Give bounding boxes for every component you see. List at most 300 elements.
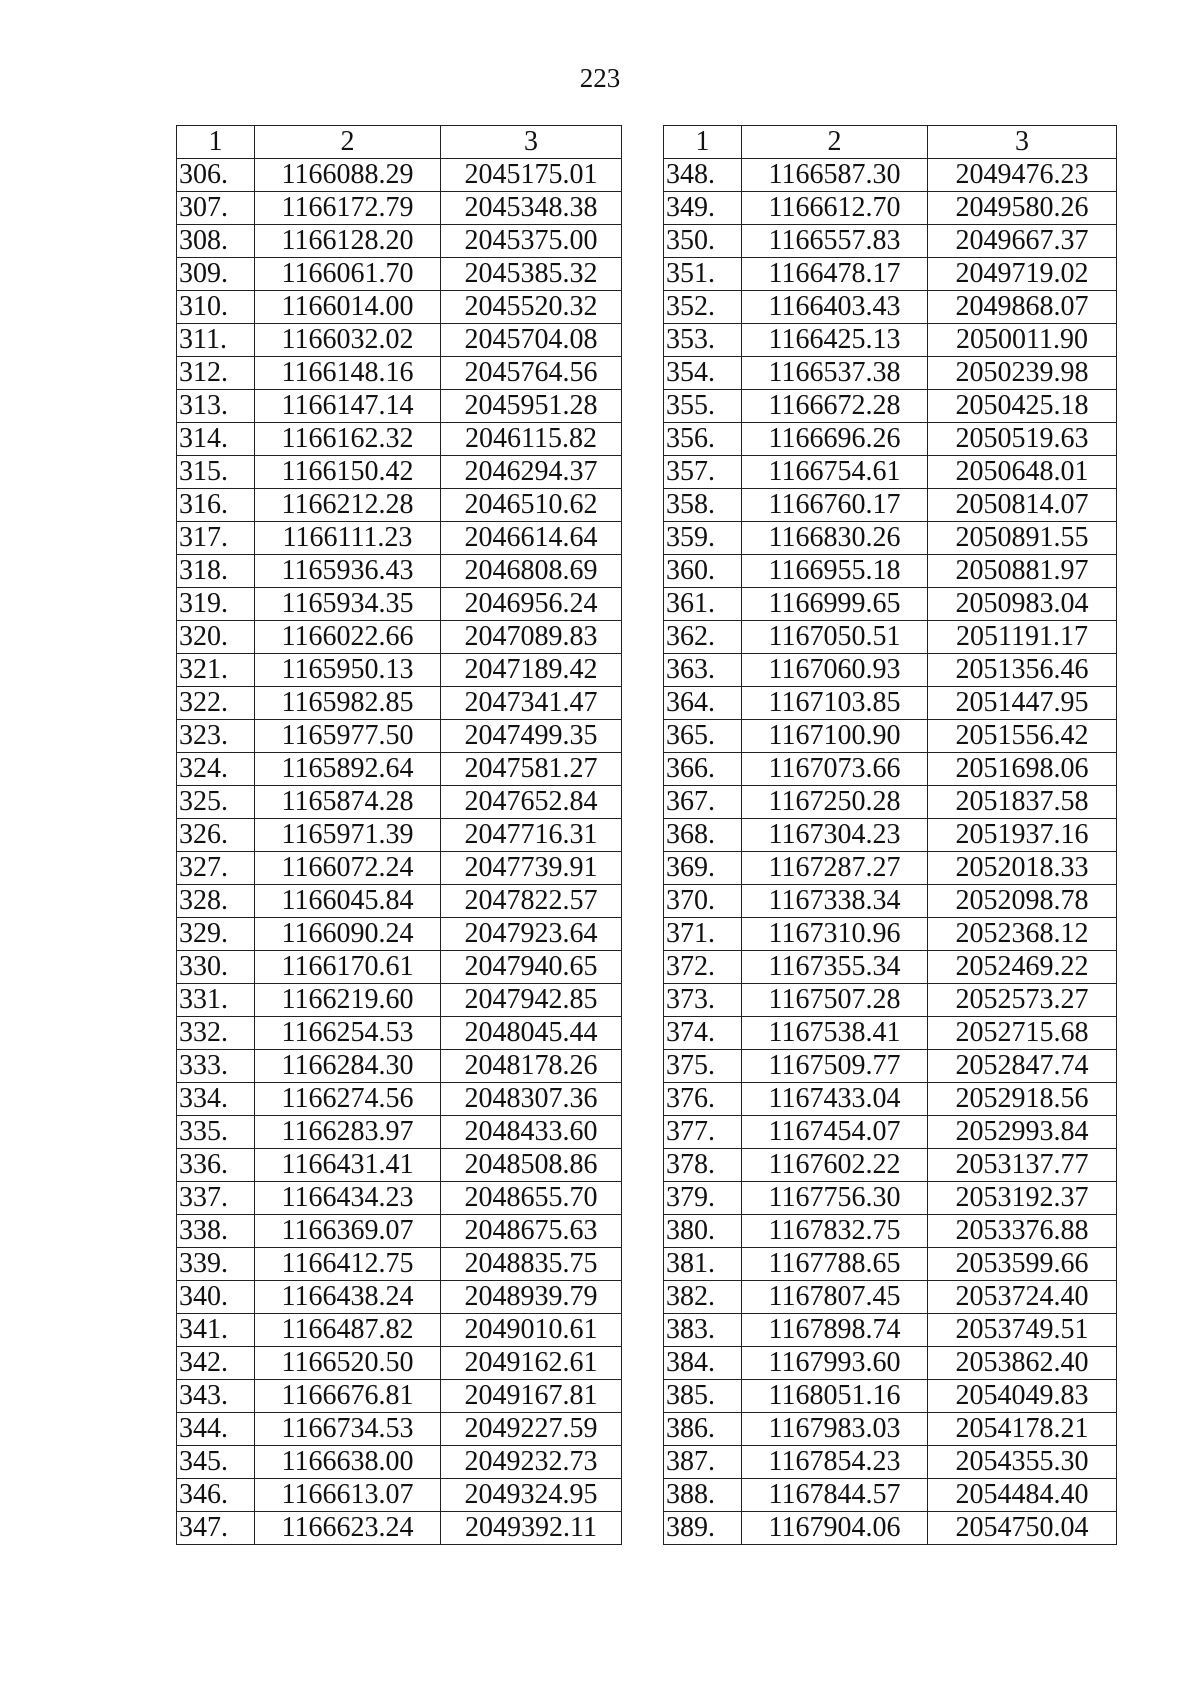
- coordinate-y: 2051191.17: [928, 621, 1117, 654]
- coordinate-x: 1166754.61: [742, 456, 928, 489]
- point-number: 369.: [664, 852, 742, 885]
- coordinate-y: 2046115.82: [441, 423, 622, 456]
- coordinate-x: 1168051.16: [742, 1380, 928, 1413]
- table-row: [177, 753, 622, 786]
- point-number: 335.: [177, 1116, 255, 1149]
- coordinate-x: 1166032.02: [255, 324, 441, 357]
- coordinate-x: 1165977.50: [255, 720, 441, 753]
- point-number: 365.: [664, 720, 742, 753]
- coordinate-x: 1167756.30: [742, 1182, 928, 1215]
- coordinate-x: 1166412.75: [255, 1248, 441, 1281]
- coordinate-x: 1166955.18: [742, 555, 928, 588]
- coordinate-y: 2053376.88: [928, 1215, 1117, 1248]
- coordinate-x: 1167050.51: [742, 621, 928, 654]
- header-row: [664, 126, 1117, 159]
- point-number: 307.: [177, 192, 255, 225]
- table-row: [664, 423, 1117, 456]
- coordinate-y: 2046294.37: [441, 456, 622, 489]
- table-row: [664, 1380, 1117, 1413]
- point-number: 373.: [664, 984, 742, 1017]
- coordinate-x: 1167854.23: [742, 1446, 928, 1479]
- point-number: 356.: [664, 423, 742, 456]
- table-row: [664, 1347, 1117, 1380]
- coordinate-y: 2050648.01: [928, 456, 1117, 489]
- coordinate-x: 1166999.65: [742, 588, 928, 621]
- column-header-2: 2: [255, 126, 441, 159]
- point-number: 341.: [177, 1314, 255, 1347]
- coordinate-x: 1166638.00: [255, 1446, 441, 1479]
- coordinate-y: 2053749.51: [928, 1314, 1117, 1347]
- point-number: 360.: [664, 555, 742, 588]
- coordinate-y: 2054484.40: [928, 1479, 1117, 1512]
- coordinate-x: 1167100.90: [742, 720, 928, 753]
- coordinate-x: 1167355.34: [742, 951, 928, 984]
- coordinate-y: 2048675.63: [441, 1215, 622, 1248]
- table-row: [664, 819, 1117, 852]
- table-row: [664, 192, 1117, 225]
- coordinate-x: 1167832.75: [742, 1215, 928, 1248]
- coordinate-x: 1166557.83: [742, 225, 928, 258]
- coordinate-y: 2051698.06: [928, 753, 1117, 786]
- column-header-3: 3: [441, 126, 622, 159]
- coordinate-x: 1167509.77: [742, 1050, 928, 1083]
- coordinate-y: 2047716.31: [441, 819, 622, 852]
- coordinate-y: 2047923.64: [441, 918, 622, 951]
- table-row: [177, 1347, 622, 1380]
- table-row: [177, 588, 622, 621]
- point-number: 353.: [664, 324, 742, 357]
- coordinate-y: 2054355.30: [928, 1446, 1117, 1479]
- table-row: [177, 1413, 622, 1446]
- table-row: [177, 1281, 622, 1314]
- point-number: 329.: [177, 918, 255, 951]
- coordinate-y: 2052573.27: [928, 984, 1117, 1017]
- coordinate-x: 1166090.24: [255, 918, 441, 951]
- point-number: 361.: [664, 588, 742, 621]
- point-number: 310.: [177, 291, 255, 324]
- coordinate-y: 2051937.16: [928, 819, 1117, 852]
- coordinate-y: 2052993.84: [928, 1116, 1117, 1149]
- coordinate-y: 2048307.36: [441, 1083, 622, 1116]
- point-number: 387.: [664, 1446, 742, 1479]
- coordinate-x: 1166022.66: [255, 621, 441, 654]
- coordinate-x: 1167983.03: [742, 1413, 928, 1446]
- coordinate-y: 2047822.57: [441, 885, 622, 918]
- point-number: 331.: [177, 984, 255, 1017]
- coordinate-y: 2045348.38: [441, 192, 622, 225]
- table-row: [177, 1017, 622, 1050]
- coordinate-y: 2052018.33: [928, 852, 1117, 885]
- coordinate-x: 1166061.70: [255, 258, 441, 291]
- point-number: 389.: [664, 1512, 742, 1545]
- coordinate-y: 2045520.32: [441, 291, 622, 324]
- coordinate-y: 2049227.59: [441, 1413, 622, 1446]
- point-number: 370.: [664, 885, 742, 918]
- table-row: [664, 1116, 1117, 1149]
- coordinate-x: 1167844.57: [742, 1479, 928, 1512]
- coordinate-x: 1166623.24: [255, 1512, 441, 1545]
- point-number: 386.: [664, 1413, 742, 1446]
- point-number: 318.: [177, 555, 255, 588]
- table-row: [664, 687, 1117, 720]
- table-row: [664, 588, 1117, 621]
- page-number: 223: [579, 63, 621, 93]
- coordinate-x: 1167433.04: [742, 1083, 928, 1116]
- coordinate-x: 1166219.60: [255, 984, 441, 1017]
- coordinate-x: 1167454.07: [742, 1116, 928, 1149]
- table-row: [177, 1479, 622, 1512]
- point-number: 336.: [177, 1149, 255, 1182]
- coordinate-y: 2047189.42: [441, 654, 622, 687]
- coordinate-x: 1166369.07: [255, 1215, 441, 1248]
- point-number: 322.: [177, 687, 255, 720]
- coordinate-y: 2045375.00: [441, 225, 622, 258]
- coordinate-y: 2052918.56: [928, 1083, 1117, 1116]
- table-row: [177, 1083, 622, 1116]
- coordinate-x: 1166403.43: [742, 291, 928, 324]
- table-row: [177, 489, 622, 522]
- coordinate-y: 2050881.97: [928, 555, 1117, 588]
- table-row: [664, 390, 1117, 423]
- point-number: 338.: [177, 1215, 255, 1248]
- point-number: 358.: [664, 489, 742, 522]
- point-number: 345.: [177, 1446, 255, 1479]
- coordinate-y: 2047581.27: [441, 753, 622, 786]
- table-row: [177, 885, 622, 918]
- table-row: [664, 786, 1117, 819]
- point-number: 342.: [177, 1347, 255, 1380]
- point-number: 325.: [177, 786, 255, 819]
- point-number: 311.: [177, 324, 255, 357]
- coordinate-x: 1166830.26: [742, 522, 928, 555]
- point-number: 316.: [177, 489, 255, 522]
- coordinate-x: 1167304.23: [742, 819, 928, 852]
- table-row: [177, 654, 622, 687]
- point-number: 377.: [664, 1116, 742, 1149]
- header-row: [177, 126, 622, 159]
- point-number: 362.: [664, 621, 742, 654]
- column-header-1: 1: [664, 126, 742, 159]
- table-row: [664, 1512, 1117, 1545]
- coordinate-x: 1166431.41: [255, 1149, 441, 1182]
- coordinate-x: 1166128.20: [255, 225, 441, 258]
- coordinate-y: 2052847.74: [928, 1050, 1117, 1083]
- coordinate-x: 1167788.65: [742, 1248, 928, 1281]
- table-row: [664, 1413, 1117, 1446]
- table-row: [177, 291, 622, 324]
- coordinate-y: 2050891.55: [928, 522, 1117, 555]
- point-number: 340.: [177, 1281, 255, 1314]
- coordinate-y: 2045951.28: [441, 390, 622, 423]
- table-row: [664, 159, 1117, 192]
- table-row: [177, 786, 622, 819]
- table-row: [177, 819, 622, 852]
- table-row: [664, 555, 1117, 588]
- coordinate-y: 2052098.78: [928, 885, 1117, 918]
- table-row: [177, 621, 622, 654]
- coordinate-y: 2048508.86: [441, 1149, 622, 1182]
- point-number: 317.: [177, 522, 255, 555]
- table-row: [664, 885, 1117, 918]
- coordinate-x: 1166170.61: [255, 951, 441, 984]
- table-row: [664, 1149, 1117, 1182]
- point-number: 348.: [664, 159, 742, 192]
- coordinate-y: 2049010.61: [441, 1314, 622, 1347]
- table-row: [664, 324, 1117, 357]
- table-row: [664, 456, 1117, 489]
- table-row: [664, 1281, 1117, 1314]
- point-number: 351.: [664, 258, 742, 291]
- table-row: [664, 225, 1117, 258]
- coordinate-y: 2048178.26: [441, 1050, 622, 1083]
- table-row: [664, 1314, 1117, 1347]
- table-row: [664, 291, 1117, 324]
- coordinate-y: 2046956.24: [441, 588, 622, 621]
- coordinate-y: 2049232.73: [441, 1446, 622, 1479]
- coordinate-x: 1166283.97: [255, 1116, 441, 1149]
- point-number: 383.: [664, 1314, 742, 1347]
- coordinate-y: 2052469.22: [928, 951, 1117, 984]
- coordinate-y: 2050239.98: [928, 357, 1117, 390]
- coordinate-x: 1166487.82: [255, 1314, 441, 1347]
- point-number: 366.: [664, 753, 742, 786]
- table-row: [664, 654, 1117, 687]
- table-row: [177, 324, 622, 357]
- coordinate-x: 1167338.34: [742, 885, 928, 918]
- coordinate-y: 2047739.91: [441, 852, 622, 885]
- coordinate-x: 1166014.00: [255, 291, 441, 324]
- coordinate-x: 1166520.50: [255, 1347, 441, 1380]
- coordinate-y: 2047940.65: [441, 951, 622, 984]
- coordinate-y: 2048655.70: [441, 1182, 622, 1215]
- table-row: [664, 852, 1117, 885]
- table-row: [177, 456, 622, 489]
- coordinate-x: 1166212.28: [255, 489, 441, 522]
- coordinate-x: 1167904.06: [742, 1512, 928, 1545]
- point-number: 375.: [664, 1050, 742, 1083]
- table-row: [177, 225, 622, 258]
- table-row: [664, 753, 1117, 786]
- point-number: 378.: [664, 1149, 742, 1182]
- table-row: [664, 522, 1117, 555]
- table-row: [177, 1380, 622, 1413]
- coordinate-x: 1167538.41: [742, 1017, 928, 1050]
- table-row: [177, 390, 622, 423]
- table-row: [177, 192, 622, 225]
- point-number: 319.: [177, 588, 255, 621]
- point-number: 327.: [177, 852, 255, 885]
- coordinate-y: 2049167.81: [441, 1380, 622, 1413]
- coordinate-x: 1166045.84: [255, 885, 441, 918]
- table-row: [177, 1248, 622, 1281]
- coordinate-x: 1166612.70: [742, 192, 928, 225]
- coordinate-y: 2050425.18: [928, 390, 1117, 423]
- coordinate-y: 2048939.79: [441, 1281, 622, 1314]
- coordinate-x: 1167250.28: [742, 786, 928, 819]
- coordinate-x: 1166088.29: [255, 159, 441, 192]
- table-row: [664, 918, 1117, 951]
- coordinate-y: 2049476.23: [928, 159, 1117, 192]
- table-row: [177, 159, 622, 192]
- coordinate-y: 2048433.60: [441, 1116, 622, 1149]
- point-number: 357.: [664, 456, 742, 489]
- coordinate-y: 2049868.07: [928, 291, 1117, 324]
- coordinate-y: 2047499.35: [441, 720, 622, 753]
- point-number: 321.: [177, 654, 255, 687]
- coordinate-y: 2047089.83: [441, 621, 622, 654]
- coordinate-y: 2050983.04: [928, 588, 1117, 621]
- point-number: 347.: [177, 1512, 255, 1545]
- coordinate-y: 2049162.61: [441, 1347, 622, 1380]
- point-number: 354.: [664, 357, 742, 390]
- table-row: [177, 522, 622, 555]
- point-number: 384.: [664, 1347, 742, 1380]
- point-number: 332.: [177, 1017, 255, 1050]
- point-number: 344.: [177, 1413, 255, 1446]
- coordinate-y: 2054178.21: [928, 1413, 1117, 1446]
- coordinate-x: 1166111.23: [255, 522, 441, 555]
- point-number: 359.: [664, 522, 742, 555]
- table-row: [177, 852, 622, 885]
- coordinates-table-right: [663, 125, 1117, 1545]
- point-number: 309.: [177, 258, 255, 291]
- table-row: [177, 951, 622, 984]
- table-row: [177, 1050, 622, 1083]
- coordinate-y: 2046614.64: [441, 522, 622, 555]
- coordinate-y: 2050011.90: [928, 324, 1117, 357]
- coordinate-x: 1166150.42: [255, 456, 441, 489]
- coordinate-x: 1166148.16: [255, 357, 441, 390]
- table-row: [177, 720, 622, 753]
- table-row: [177, 918, 622, 951]
- table-row: [177, 423, 622, 456]
- point-number: 308.: [177, 225, 255, 258]
- point-number: 388.: [664, 1479, 742, 1512]
- point-number: 323.: [177, 720, 255, 753]
- point-number: 374.: [664, 1017, 742, 1050]
- coordinate-y: 2046510.62: [441, 489, 622, 522]
- coordinate-y: 2049392.11: [441, 1512, 622, 1545]
- coordinate-y: 2054049.83: [928, 1380, 1117, 1413]
- coordinate-x: 1167993.60: [742, 1347, 928, 1380]
- point-number: 350.: [664, 225, 742, 258]
- table-row: [177, 357, 622, 390]
- coordinate-x: 1166760.17: [742, 489, 928, 522]
- point-number: 334.: [177, 1083, 255, 1116]
- table-row: [664, 984, 1117, 1017]
- coordinate-x: 1166147.14: [255, 390, 441, 423]
- point-number: 343.: [177, 1380, 255, 1413]
- coordinate-y: 2053599.66: [928, 1248, 1117, 1281]
- point-number: 314.: [177, 423, 255, 456]
- coordinate-y: 2051837.58: [928, 786, 1117, 819]
- coordinate-x: 1167287.27: [742, 852, 928, 885]
- coordinate-x: 1165936.43: [255, 555, 441, 588]
- coordinate-x: 1166734.53: [255, 1413, 441, 1446]
- coordinate-y: 2048835.75: [441, 1248, 622, 1281]
- table-row: [664, 1083, 1117, 1116]
- table-row: [664, 357, 1117, 390]
- coordinate-y: 2054750.04: [928, 1512, 1117, 1545]
- coordinate-y: 2047942.85: [441, 984, 622, 1017]
- coordinate-x: 1166072.24: [255, 852, 441, 885]
- table-row: [664, 1050, 1117, 1083]
- coordinate-x: 1166696.26: [742, 423, 928, 456]
- table-row: [177, 258, 622, 291]
- table-row: [664, 489, 1117, 522]
- point-number: 326.: [177, 819, 255, 852]
- coordinate-y: 2051356.46: [928, 654, 1117, 687]
- point-number: 364.: [664, 687, 742, 720]
- point-number: 349.: [664, 192, 742, 225]
- table-row: [664, 1446, 1117, 1479]
- coordinate-x: 1166172.79: [255, 192, 441, 225]
- coordinate-y: 2048045.44: [441, 1017, 622, 1050]
- table-row: [177, 1446, 622, 1479]
- column-header-2: 2: [742, 126, 928, 159]
- table-row: [664, 258, 1117, 291]
- point-number: 367.: [664, 786, 742, 819]
- coordinate-x: 1166613.07: [255, 1479, 441, 1512]
- coordinate-y: 2053724.40: [928, 1281, 1117, 1314]
- coordinate-y: 2045704.08: [441, 324, 622, 357]
- point-number: 346.: [177, 1479, 255, 1512]
- table-row: [177, 1149, 622, 1182]
- coordinate-x: 1167060.93: [742, 654, 928, 687]
- coordinate-x: 1165950.13: [255, 654, 441, 687]
- table-row: [664, 720, 1117, 753]
- point-number: 337.: [177, 1182, 255, 1215]
- point-number: 328.: [177, 885, 255, 918]
- column-header-1: 1: [177, 126, 255, 159]
- coordinate-x: 1166434.23: [255, 1182, 441, 1215]
- coordinate-x: 1167103.85: [742, 687, 928, 720]
- point-number: 355.: [664, 390, 742, 423]
- point-number: 324.: [177, 753, 255, 786]
- coordinate-y: 2045764.56: [441, 357, 622, 390]
- coordinate-y: 2053137.77: [928, 1149, 1117, 1182]
- coordinate-x: 1166672.28: [742, 390, 928, 423]
- point-number: 379.: [664, 1182, 742, 1215]
- point-number: 371.: [664, 918, 742, 951]
- coordinate-y: 2052715.68: [928, 1017, 1117, 1050]
- point-number: 382.: [664, 1281, 742, 1314]
- coordinate-x: 1166537.38: [742, 357, 928, 390]
- table-row: [177, 687, 622, 720]
- table-row: [177, 1215, 622, 1248]
- table-row: [664, 1479, 1117, 1512]
- coordinate-x: 1167073.66: [742, 753, 928, 786]
- point-number: 380.: [664, 1215, 742, 1248]
- coordinate-y: 2051447.95: [928, 687, 1117, 720]
- table-row: [664, 621, 1117, 654]
- point-number: 306.: [177, 159, 255, 192]
- coordinate-x: 1165892.64: [255, 753, 441, 786]
- coordinate-y: 2051556.42: [928, 720, 1117, 753]
- coordinate-x: 1167310.96: [742, 918, 928, 951]
- coordinate-y: 2049580.26: [928, 192, 1117, 225]
- coordinate-x: 1165874.28: [255, 786, 441, 819]
- coordinate-x: 1166438.24: [255, 1281, 441, 1314]
- coordinate-x: 1166284.30: [255, 1050, 441, 1083]
- point-number: 381.: [664, 1248, 742, 1281]
- coordinate-y: 2046808.69: [441, 555, 622, 588]
- coordinate-x: 1165971.39: [255, 819, 441, 852]
- table-row: [664, 951, 1117, 984]
- coordinates-table-left: [176, 125, 622, 1545]
- coordinate-y: 2045385.32: [441, 258, 622, 291]
- coordinate-x: 1166254.53: [255, 1017, 441, 1050]
